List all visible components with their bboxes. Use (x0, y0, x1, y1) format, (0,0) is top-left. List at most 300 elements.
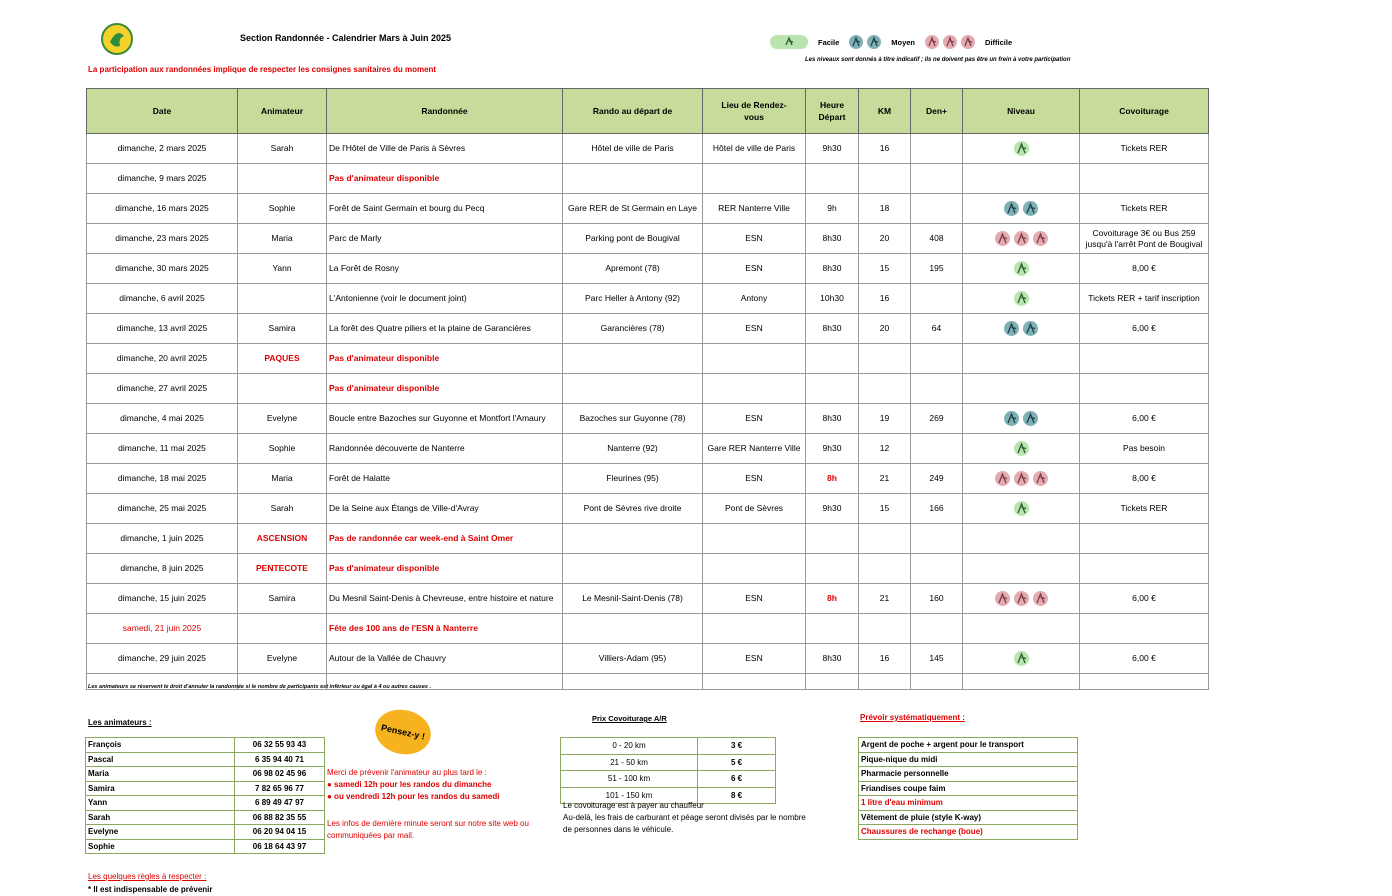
cell-empty (963, 674, 1080, 690)
col-header-randonnee: Randonnée (327, 89, 563, 134)
legend-medium-label: Moyen (891, 37, 916, 47)
hiker-medium-icon (1004, 411, 1019, 426)
hiker-easy-icon (770, 35, 808, 49)
cell-date: dimanche, 23 mars 2025 (87, 224, 238, 254)
cell-lieu (703, 344, 806, 374)
cell-rando: Boucle entre Bazoches sur Guyonne et Montfort l'Amaury (327, 404, 563, 434)
cell-animateur: ASCENSION (238, 524, 327, 554)
cell-niveau (963, 134, 1080, 164)
col-header-date: Date (87, 89, 238, 134)
cell-km: 18 (859, 194, 911, 224)
animateur-row (86, 738, 325, 753)
cell-niveau (963, 284, 1080, 314)
prevoir-item: Chaussures de rechange (boue) (859, 825, 1078, 840)
hiker-easy-icon (1014, 501, 1029, 516)
cell-niveau (963, 224, 1080, 254)
cell-heure (806, 614, 859, 644)
table-row (87, 284, 1209, 314)
cell-lieu (703, 524, 806, 554)
prevoir-item: Friandises coupe faim (859, 781, 1078, 796)
club-logo (100, 22, 134, 56)
animateur-name: Evelyne (86, 825, 235, 840)
cell-rando: Forêt de Halatte (327, 464, 563, 494)
cell-km (859, 164, 911, 194)
cell-lieu: Gare RER Nanterre Ville (703, 434, 806, 464)
price-row (561, 771, 776, 788)
animateur-row (86, 752, 325, 767)
cell-animateur: Yann (238, 254, 327, 284)
price-range: 51 - 100 km (561, 771, 698, 788)
cell-animateur: Evelyne (238, 644, 327, 674)
table-row (87, 224, 1209, 254)
cell-rando: Randonnée découverte de Nanterre (327, 434, 563, 464)
animateur-name: Sarah (86, 810, 235, 825)
notice-text: Merci de prévenir l'animateur au plus tard le : (327, 768, 487, 777)
cell-empty (859, 674, 911, 690)
cell-den: 166 (911, 494, 963, 524)
cancellation-note: Les animateurs se réservent le droit d'annuler la randonnée si le nombre de participants est inférieur ou égal à 4 ou autres causes . (88, 684, 432, 690)
hiker-easy-icon (1014, 261, 1029, 276)
cell-heure: 8h (806, 464, 859, 494)
hiker-easy-icon (1014, 441, 1029, 456)
animateur-row (86, 825, 325, 840)
hiker-medium-icon (1023, 201, 1038, 216)
cell-heure (806, 554, 859, 584)
animateur-name: Pascal (86, 752, 235, 767)
cell-km (859, 524, 911, 554)
prevoir-item: Argent de poche + argent pour le transport (859, 738, 1078, 753)
table-row (87, 404, 1209, 434)
cell-covoit (1080, 614, 1209, 644)
cell-empty (806, 674, 859, 690)
prevoir-item: Vêtement de pluie (style K-way) (859, 810, 1078, 825)
prevoir-row (859, 767, 1078, 782)
cell-depart (563, 344, 703, 374)
cell-date: dimanche, 27 avril 2025 (87, 374, 238, 404)
cell-km (859, 554, 911, 584)
cell-date: samedi, 21 juin 2025 (87, 614, 238, 644)
cell-niveau (963, 524, 1080, 554)
cell-date: dimanche, 16 mars 2025 (87, 194, 238, 224)
cell-depart (563, 374, 703, 404)
cell-heure: 10h30 (806, 284, 859, 314)
cell-km: 19 (859, 404, 911, 434)
cell-rando: Pas de randonnée car week-end à Saint Omer (327, 524, 563, 554)
cell-niveau (963, 434, 1080, 464)
cell-depart: Le Mesnil-Saint-Denis (78) (563, 584, 703, 614)
cell-animateur: Samira (238, 314, 327, 344)
cell-heure: 8h30 (806, 224, 859, 254)
cell-lieu: ESN (703, 224, 806, 254)
cell-lieu (703, 614, 806, 644)
prevoir-table (858, 737, 1078, 840)
table-row (87, 494, 1209, 524)
cell-km: 20 (859, 224, 911, 254)
cell-animateur (238, 614, 327, 644)
cell-lieu: Antony (703, 284, 806, 314)
cell-covoit: Tickets RER + tarif inscription (1080, 284, 1209, 314)
hike-calendar-table (86, 88, 1209, 690)
col-header-niveau: Niveau (963, 89, 1080, 134)
animateur-name: Maria (86, 767, 235, 782)
sanitary-warning: La participation aux randonnées implique de respecter les consignes sanitaires du moment (88, 65, 437, 74)
cell-lieu: ESN (703, 584, 806, 614)
cell-covoit: Tickets RER (1080, 194, 1209, 224)
animateur-row (86, 796, 325, 811)
cell-animateur: Evelyne (238, 404, 327, 434)
cell-den: 408 (911, 224, 963, 254)
cell-lieu: ESN (703, 254, 806, 284)
animateurs-table (85, 737, 325, 854)
price-value: 3 € (698, 738, 776, 755)
cell-rando: L'Antonienne (voir le document joint) (327, 284, 563, 314)
cell-rando: Forêt de Saint Germain et bourg du Pecq (327, 194, 563, 224)
notice-block (327, 767, 499, 803)
cell-covoit: 6,00 € (1080, 644, 1209, 674)
prevoir-item: Pharmacie personnelle (859, 767, 1078, 782)
cell-heure (806, 344, 859, 374)
cell-lieu: ESN (703, 464, 806, 494)
prevoir-row (859, 796, 1078, 811)
cell-covoit (1080, 164, 1209, 194)
cell-animateur: Sophie (238, 434, 327, 464)
cell-depart: Parking pont de Bougival (563, 224, 703, 254)
cell-niveau (963, 344, 1080, 374)
cell-den (911, 194, 963, 224)
table-row (87, 374, 1209, 404)
cell-depart: Parc Heller à Antony (92) (563, 284, 703, 314)
covoiturage-price-table (560, 737, 776, 804)
legend-easy-label: Facile (818, 37, 840, 47)
cell-covoit: Tickets RER (1080, 494, 1209, 524)
table-row (87, 254, 1209, 284)
cell-date: dimanche, 2 mars 2025 (87, 134, 238, 164)
animateur-name: Samira (86, 781, 235, 796)
table-row (87, 524, 1209, 554)
cell-niveau (963, 164, 1080, 194)
cell-niveau (963, 404, 1080, 434)
cell-covoit: Pas besoin (1080, 434, 1209, 464)
cell-heure: 8h30 (806, 404, 859, 434)
cell-empty (1080, 674, 1209, 690)
page-title: Section Randonnée - Calendrier Mars à Juin 2025 (240, 33, 452, 43)
animateurs-title: Les animateurs : (88, 718, 152, 727)
cell-heure: 9h30 (806, 134, 859, 164)
price-row (561, 738, 776, 755)
cell-date: dimanche, 18 mai 2025 (87, 464, 238, 494)
hiker-medium-icon (1004, 201, 1019, 216)
cell-den: 195 (911, 254, 963, 284)
cell-depart: Hôtel de ville de Paris (563, 134, 703, 164)
cell-covoit (1080, 344, 1209, 374)
cell-depart: Nanterre (92) (563, 434, 703, 464)
table-row (87, 614, 1209, 644)
animateur-phone: 7 82 65 96 77 (235, 781, 325, 796)
cell-date: dimanche, 1 juin 2025 (87, 524, 238, 554)
price-range: 21 - 50 km (561, 754, 698, 771)
regles-title: Les quelques règles à respecter : (88, 872, 207, 881)
cell-date: dimanche, 25 mai 2025 (87, 494, 238, 524)
prevoir-title: Prévoir systématiquement : (860, 713, 965, 722)
hiker-hard-icon (995, 591, 1010, 606)
cell-covoit: 6,00 € (1080, 404, 1209, 434)
cell-date: dimanche, 30 mars 2025 (87, 254, 238, 284)
cell-km: 21 (859, 464, 911, 494)
cell-heure: 8h30 (806, 644, 859, 674)
price-range: 0 - 20 km (561, 738, 698, 755)
cell-heure: 8h30 (806, 254, 859, 284)
cell-date: dimanche, 13 avril 2025 (87, 314, 238, 344)
cell-heure (806, 524, 859, 554)
cell-lieu: ESN (703, 404, 806, 434)
price-value: 5 € (698, 754, 776, 771)
cell-animateur (238, 284, 327, 314)
cell-km: 15 (859, 494, 911, 524)
col-header-den: Den+ (911, 89, 963, 134)
hiker-medium-icon (1004, 321, 1019, 336)
cell-heure (806, 164, 859, 194)
cell-niveau (963, 374, 1080, 404)
prevoir-row (859, 825, 1078, 840)
prevoir-item: 1 litre d'eau minimum (859, 796, 1078, 811)
hiker-hard-icon (943, 35, 957, 49)
cell-heure: 9h (806, 194, 859, 224)
hiker-medium-icon (1023, 411, 1038, 426)
animateur-name: François (86, 738, 235, 753)
animateur-phone: 06 20 94 04 15 (235, 825, 325, 840)
cell-lieu: Hôtel de ville de Paris (703, 134, 806, 164)
cell-date: dimanche, 20 avril 2025 (87, 344, 238, 374)
prix-title: Prix Covoiturage A/R (592, 714, 667, 723)
notice-line-saturday: ● ou vendredi 12h pour les randos du samedi (327, 792, 500, 801)
animateur-name: Sophie (86, 839, 235, 854)
legend-hard-label: Difficile (985, 37, 1013, 47)
notice-line-sunday: ● samedi 12h pour les randos du dimanche (327, 780, 492, 789)
cell-niveau (963, 494, 1080, 524)
hiker-easy-icon (1014, 141, 1029, 156)
cell-empty (703, 674, 806, 690)
difficulty-legend (770, 33, 1022, 51)
cell-depart (563, 554, 703, 584)
cell-animateur: Sarah (238, 134, 327, 164)
cell-date: dimanche, 15 juin 2025 (87, 584, 238, 614)
cell-covoit: Covoiturage 3€ ou Bus 259 jusqu'à l'arrêt Pont de Bougival (1080, 224, 1209, 254)
cell-lieu: Pont de Sèvres (703, 494, 806, 524)
hiker-easy-icon (1014, 651, 1029, 666)
cell-date: dimanche, 11 mai 2025 (87, 434, 238, 464)
cell-empty (563, 674, 703, 690)
cell-lieu (703, 164, 806, 194)
hiker-medium-icon (1023, 321, 1038, 336)
hiker-hard-icon (995, 471, 1010, 486)
cell-depart: Apremont (78) (563, 254, 703, 284)
cell-km (859, 614, 911, 644)
cell-heure: 8h (806, 584, 859, 614)
cell-covoit: 8,00 € (1080, 254, 1209, 284)
cell-depart (563, 614, 703, 644)
legend-note: Les niveaux sont donnés à titre indicatif ; ils ne doivent pas être un frein à votre participation (805, 57, 1071, 63)
table-header-row (87, 89, 1209, 134)
cell-animateur: Maria (238, 224, 327, 254)
cell-km: 16 (859, 134, 911, 164)
cell-heure (806, 374, 859, 404)
covoiturage-note-1: Le covoiturage est à payer au chauffeur (563, 801, 704, 810)
cell-den (911, 434, 963, 464)
cell-depart: Gare RER de St Germain en Laye (563, 194, 703, 224)
cell-animateur: Sophie (238, 194, 327, 224)
cell-empty (911, 674, 963, 690)
cell-animateur: PAQUES (238, 344, 327, 374)
hiker-hard-icon (1033, 471, 1048, 486)
cell-depart (563, 164, 703, 194)
cell-rando: La forêt des Quatre piliers et la plaine de Garancières (327, 314, 563, 344)
cell-depart: Villiers-Adam (95) (563, 644, 703, 674)
table-row (87, 164, 1209, 194)
table-row (87, 554, 1209, 584)
col-header-animateur: Animateur (238, 89, 327, 134)
last-minute-info: Les infos de dernière minute seront sur notre site web ou communiquées par mail. (327, 819, 529, 840)
cell-date: dimanche, 9 mars 2025 (87, 164, 238, 194)
cell-date: dimanche, 6 avril 2025 (87, 284, 238, 314)
cell-covoit: 6,00 € (1080, 584, 1209, 614)
cell-den (911, 614, 963, 644)
cell-den: 145 (911, 644, 963, 674)
table-row (87, 134, 1209, 164)
table-row (87, 434, 1209, 464)
cell-rando: Pas d'animateur disponible (327, 554, 563, 584)
prevoir-item: Pique-nique du midi (859, 752, 1078, 767)
animateur-phone: 06 98 02 45 96 (235, 767, 325, 782)
hiker-hard-icon (925, 35, 939, 49)
col-header-lieu: Lieu de Rendez-vous (703, 89, 806, 134)
cell-km: 12 (859, 434, 911, 464)
cell-heure: 9h30 (806, 434, 859, 464)
cell-date: dimanche, 8 juin 2025 (87, 554, 238, 584)
cell-rando: Parc de Marly (327, 224, 563, 254)
prevoir-row (859, 752, 1078, 767)
cell-animateur: PENTECOTE (238, 554, 327, 584)
table-row (87, 314, 1209, 344)
hiker-medium-icon (849, 35, 863, 49)
animateur-phone: 06 32 55 93 43 (235, 738, 325, 753)
cell-rando: Pas d'animateur disponible (327, 374, 563, 404)
cell-km (859, 374, 911, 404)
cell-rando: De l'Hôtel de Ville de Paris à Sèvres (327, 134, 563, 164)
cell-den: 64 (911, 314, 963, 344)
cell-niveau (963, 194, 1080, 224)
hiker-hard-icon (1014, 231, 1029, 246)
cell-lieu: RER Nanterre Ville (703, 194, 806, 224)
cell-den (911, 554, 963, 584)
cell-niveau (963, 614, 1080, 644)
col-header-covoiturage: Covoiturage (1080, 89, 1209, 134)
cell-km: 16 (859, 644, 911, 674)
hiker-easy-icon (1014, 291, 1029, 306)
cell-rando: Pas d'animateur disponible (327, 344, 563, 374)
table-row (87, 344, 1209, 374)
cell-rando: Du Mesnil Saint-Denis à Chevreuse, entre histoire et nature (327, 584, 563, 614)
cell-animateur: Maria (238, 464, 327, 494)
cell-animateur: Sarah (238, 494, 327, 524)
hiker-hard-icon (961, 35, 975, 49)
cell-date: dimanche, 29 juin 2025 (87, 644, 238, 674)
cell-niveau (963, 644, 1080, 674)
cell-rando: La Forêt de Rosny (327, 254, 563, 284)
pensez-y-badge: Pensez-y ! (371, 705, 435, 760)
animateur-phone: 6 35 94 40 71 (235, 752, 325, 767)
cell-niveau (963, 554, 1080, 584)
cell-km: 20 (859, 314, 911, 344)
cell-rando: Autour de la Vallée de Chauvry (327, 644, 563, 674)
col-header-heure: Heure Départ (806, 89, 859, 134)
col-header-km: KM (859, 89, 911, 134)
col-header-depart: Rando au départ de (563, 89, 703, 134)
cell-niveau (963, 254, 1080, 284)
prevoir-row (859, 738, 1078, 753)
cell-animateur: Samira (238, 584, 327, 614)
cell-date: dimanche, 4 mai 2025 (87, 404, 238, 434)
prevoir-row (859, 810, 1078, 825)
table-row (87, 464, 1209, 494)
cell-den (911, 524, 963, 554)
cell-covoit (1080, 554, 1209, 584)
hiker-hard-icon (1033, 231, 1048, 246)
animateur-name: Yann (86, 796, 235, 811)
hiker-hard-icon (1033, 591, 1048, 606)
animateur-phone: 06 88 82 35 55 (235, 810, 325, 825)
cell-covoit: 8,00 € (1080, 464, 1209, 494)
prevoir-row (859, 781, 1078, 796)
cell-den (911, 134, 963, 164)
table-row (87, 644, 1209, 674)
hiker-hard-icon (1014, 591, 1029, 606)
cell-covoit: 6,00 € (1080, 314, 1209, 344)
cell-niveau (963, 584, 1080, 614)
animateur-phone: 06 18 64 43 97 (235, 839, 325, 854)
cell-heure: 9h30 (806, 494, 859, 524)
cell-lieu (703, 554, 806, 584)
cell-rando: De la Seine aux Étangs de Ville-d'Avray (327, 494, 563, 524)
cell-depart: Fleurines (95) (563, 464, 703, 494)
cell-den: 249 (911, 464, 963, 494)
price-range: 101 - 150 km (561, 787, 698, 804)
cell-niveau (963, 464, 1080, 494)
animateur-row (86, 767, 325, 782)
price-row (561, 754, 776, 771)
cell-den (911, 374, 963, 404)
cell-covoit (1080, 374, 1209, 404)
cell-rando: Pas d'animateur disponible (327, 164, 563, 194)
cell-depart (563, 524, 703, 554)
cell-animateur (238, 374, 327, 404)
cell-den: 160 (911, 584, 963, 614)
covoiturage-note (563, 800, 808, 836)
cell-rando: Fête des 100 ans de l'ESN à Nanterre (327, 614, 563, 644)
table-row (87, 194, 1209, 224)
cell-depart: Bazoches sur Guyonne (78) (563, 404, 703, 434)
cell-km: 16 (859, 284, 911, 314)
animateur-row (86, 810, 325, 825)
cell-km: 21 (859, 584, 911, 614)
hiker-medium-icon (867, 35, 881, 49)
cell-covoit: Tickets RER (1080, 134, 1209, 164)
cell-depart: Pont de Sèvres rive droite (563, 494, 703, 524)
cell-den (911, 344, 963, 374)
regle-line-1: * Il est indispensable de prévenir (88, 885, 213, 894)
animateur-phone: 6 89 49 47 97 (235, 796, 325, 811)
cell-km (859, 344, 911, 374)
covoiturage-note-2: Au-delà, les frais de carburant et péage seront divisés par le nombre de personnes dans le véhicule. (563, 813, 806, 834)
